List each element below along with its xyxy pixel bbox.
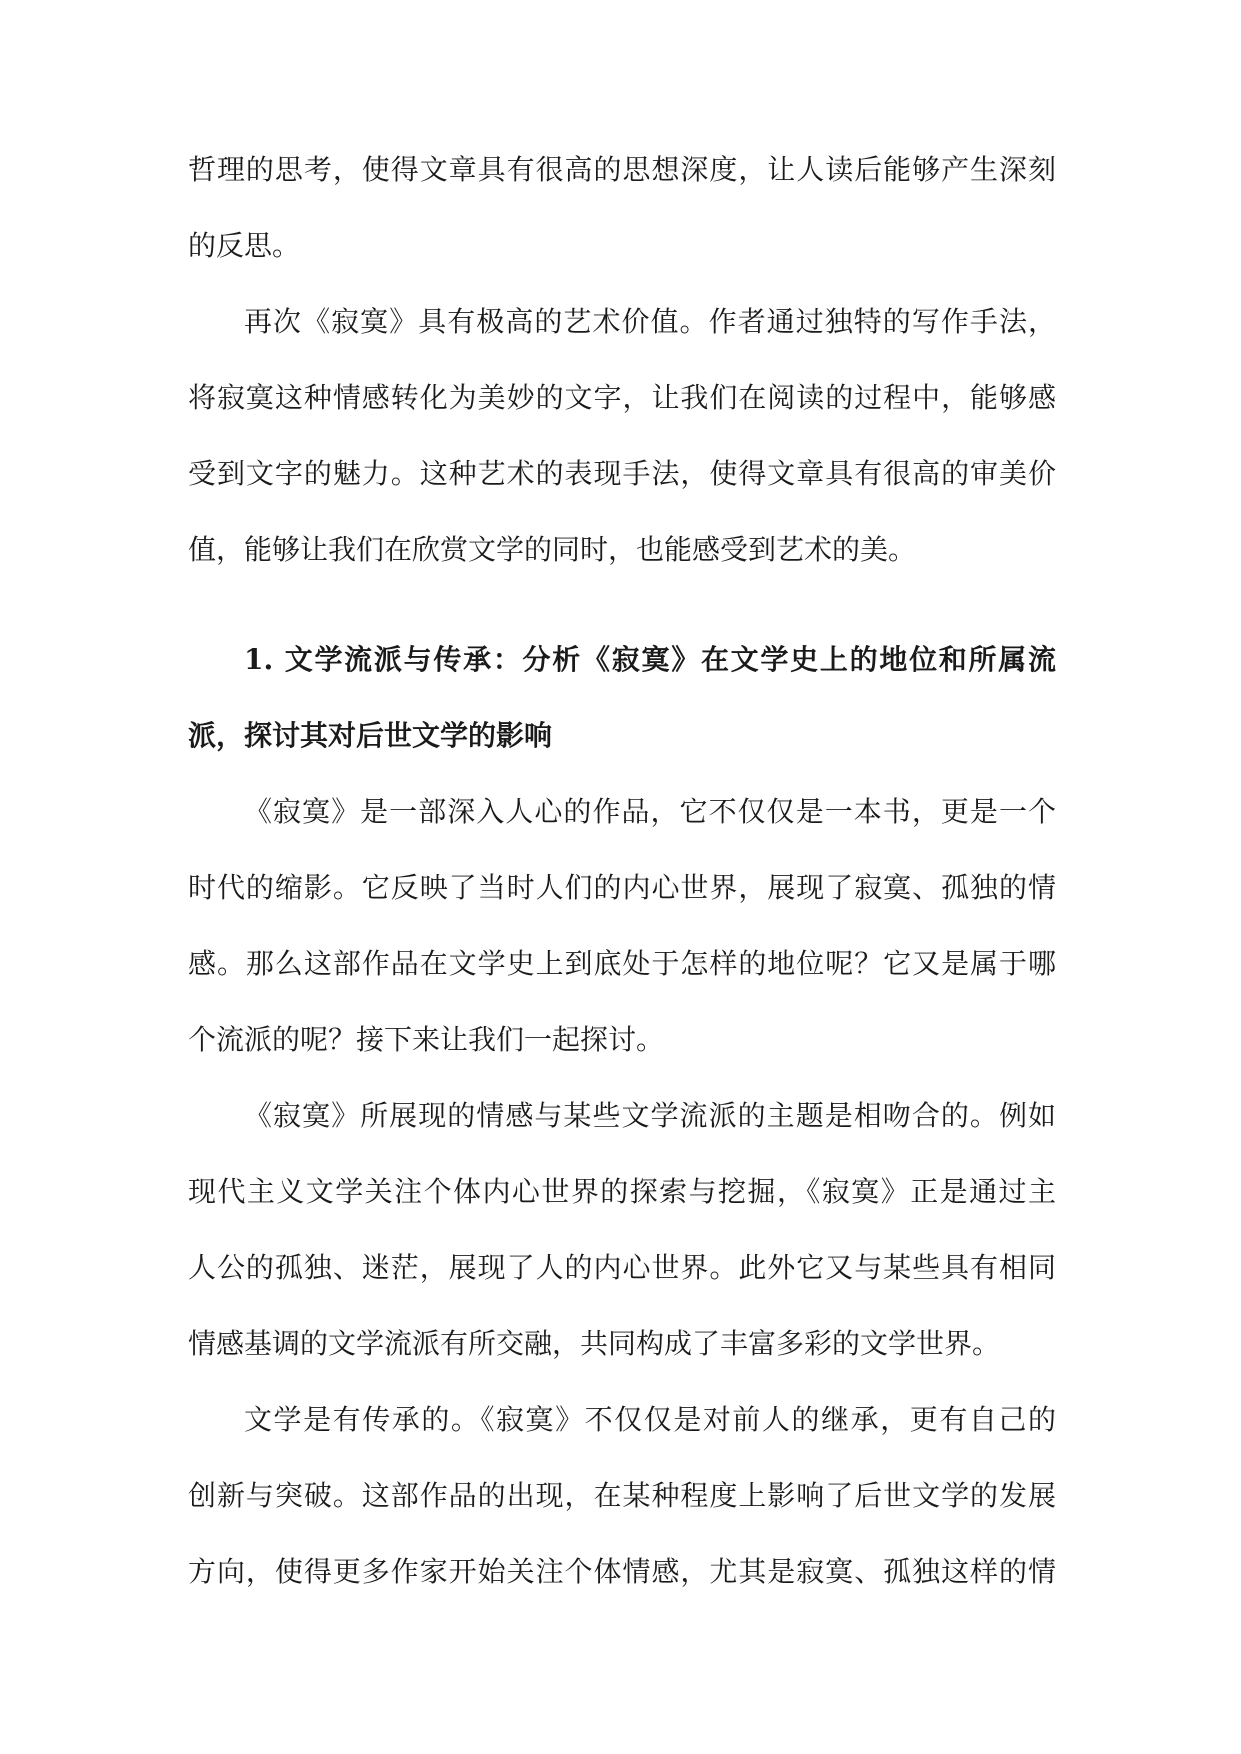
text-line: 的反思。 <box>188 229 301 262</box>
text-line: 个流派的呢？接下来让我们一起探讨。 <box>188 1023 665 1056</box>
text-line: 创新与突破。这部作品的出现，在某种程度上影响了后世文学的发展 <box>188 1479 1056 1512</box>
text-line: 值，能够让我们在欣赏文学的同时，也能感受到艺术的美。 <box>188 533 917 566</box>
text-line: 方向，使得更多作家开始关注个体情感，尤其是寂寞、孤独这样的情 <box>188 1555 1056 1588</box>
text-line: 再次《寂寞》具有极高的艺术价值。作者通过独特的写作手法， <box>244 305 1056 338</box>
text-line: 文学是有传承的。《寂寞》不仅仅是对前人的继承，更有自己的 <box>244 1403 1056 1436</box>
section-heading <box>188 622 1056 774</box>
document-body <box>188 132 1056 1610</box>
text-line: 《寂寞》所展现的情感与某些文学流派的主题是相吻合的。例如 <box>244 1099 1056 1132</box>
heading-line: 派，探讨其对后世文学的影响 <box>188 719 553 752</box>
text-line: 情感基调的文学流派有所交融，共同构成了丰富多彩的文学世界。 <box>188 1327 1001 1360</box>
paragraph-inheritance <box>188 1382 1056 1610</box>
paragraph-continued <box>188 132 1056 284</box>
text-line: 现代主义文学关注个体内心世界的探索与挖掘，《寂寞》正是通过主 <box>188 1175 1056 1208</box>
text-line: 将寂寞这种情感转化为美妙的文字，让我们在阅读的过程中，能够感 <box>188 381 1056 414</box>
paragraph-literary-school <box>188 1078 1056 1382</box>
spacer <box>188 588 1056 622</box>
text-line: 感。那么这部作品在文学史上到底处于怎样的地位呢？它又是属于哪 <box>188 947 1056 980</box>
text-line: 人公的孤独、迷茫，展现了人的内心世界。此外它又与某些具有相同 <box>188 1251 1056 1284</box>
paragraph-artistic-value <box>188 284 1056 588</box>
text-line: 《寂寞》是一部深入人心的作品，它不仅仅是一本书，更是一个 <box>244 795 1056 828</box>
text-line: 受到文字的魅力。这种艺术的表现手法，使得文章具有很高的审美价 <box>188 457 1056 490</box>
paragraph-introduction <box>188 774 1056 1078</box>
text-line: 时代的缩影。它反映了当时人们的内心世界，展现了寂寞、孤独的情 <box>188 871 1056 904</box>
text-line: 哲理的思考，使得文章具有很高的思想深度，让人读后能够产生深刻 <box>188 153 1056 186</box>
heading-line: 1. 文学流派与传承：分析《寂寞》在文学史上的地位和所属流 <box>244 643 1056 676</box>
